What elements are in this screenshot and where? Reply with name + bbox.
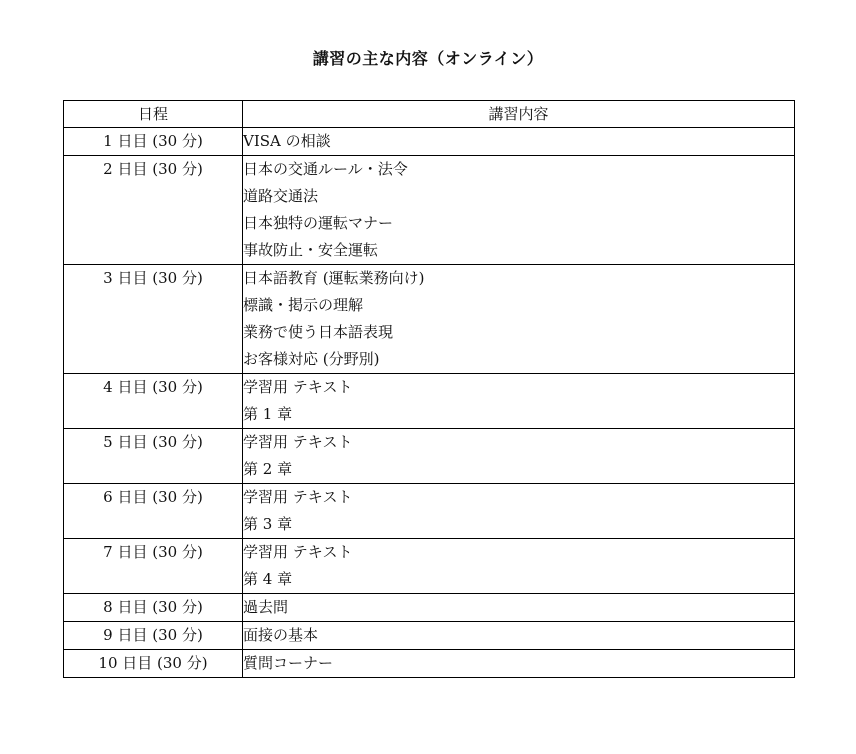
content-cell: [243, 594, 795, 622]
content-item: 第 3 章: [243, 515, 293, 533]
content-item: 標識・掲示の理解: [243, 296, 364, 314]
table-row: [64, 622, 795, 650]
content-cell: [243, 650, 795, 678]
content-item: 第 4 章: [243, 570, 293, 588]
content-item: 学習用 テキスト: [243, 378, 353, 396]
content-cell: [243, 622, 795, 650]
content-cell: [243, 539, 795, 594]
day-cell: 9 日目 (30 分): [64, 622, 243, 650]
content-item: 第 2 章: [243, 460, 293, 478]
content-item: 学習用 テキスト: [243, 433, 353, 451]
content-cell: [243, 374, 795, 429]
day-cell: 3 日目 (30 分): [64, 265, 243, 374]
content-item: 業務で使う日本語表現: [243, 323, 394, 341]
day-cell: 10 日目 (30 分): [64, 650, 243, 678]
table-row: [64, 484, 795, 539]
content-item: 面接の基本: [243, 626, 319, 644]
table-row: [64, 650, 795, 678]
day-cell: 4 日目 (30 分): [64, 374, 243, 429]
content-item: 質問コーナー: [243, 654, 334, 672]
content-cell: [243, 429, 795, 484]
content-item: 事故防止・安全運転: [243, 241, 379, 259]
content-item: 第 1 章: [243, 405, 293, 423]
day-cell: 6 日目 (30 分): [64, 484, 243, 539]
table-row: [64, 265, 795, 374]
content-item: 日本語教育 (運転業務向け): [243, 269, 425, 287]
content-cell: [243, 484, 795, 539]
content-item: VISA の相談: [243, 132, 331, 150]
table-row: [64, 374, 795, 429]
content-item: 学習用 テキスト: [243, 543, 353, 561]
content-item: 学習用 テキスト: [243, 488, 353, 506]
day-cell: 2 日目 (30 分): [64, 156, 243, 265]
header-day: 日程: [64, 101, 243, 128]
table-row: [64, 156, 795, 265]
table-header-row: [64, 101, 795, 128]
content-cell: [243, 128, 795, 156]
table-row: [64, 539, 795, 594]
content-item: お客様対応 (分野別): [243, 350, 380, 368]
table-row: [64, 128, 795, 156]
header-content: 講習内容: [243, 101, 795, 128]
day-cell: 5 日目 (30 分): [64, 429, 243, 484]
table-row: [64, 594, 795, 622]
table-row: [64, 429, 795, 484]
day-cell: 8 日目 (30 分): [64, 594, 243, 622]
content-item: 日本独特の運転マナー: [243, 214, 394, 232]
content-item: 道路交通法: [243, 187, 319, 205]
content-item: 過去問: [243, 598, 289, 616]
content-cell: [243, 156, 795, 265]
content-cell: [243, 265, 795, 374]
content-item: 日本の交通ルール・法令: [243, 160, 408, 178]
page-title: 講習の主な内容（オンライン）: [312, 49, 544, 68]
schedule-table: [63, 100, 795, 678]
day-cell: 7 日目 (30 分): [64, 539, 243, 594]
day-cell: 1 日目 (30 分): [64, 128, 243, 156]
